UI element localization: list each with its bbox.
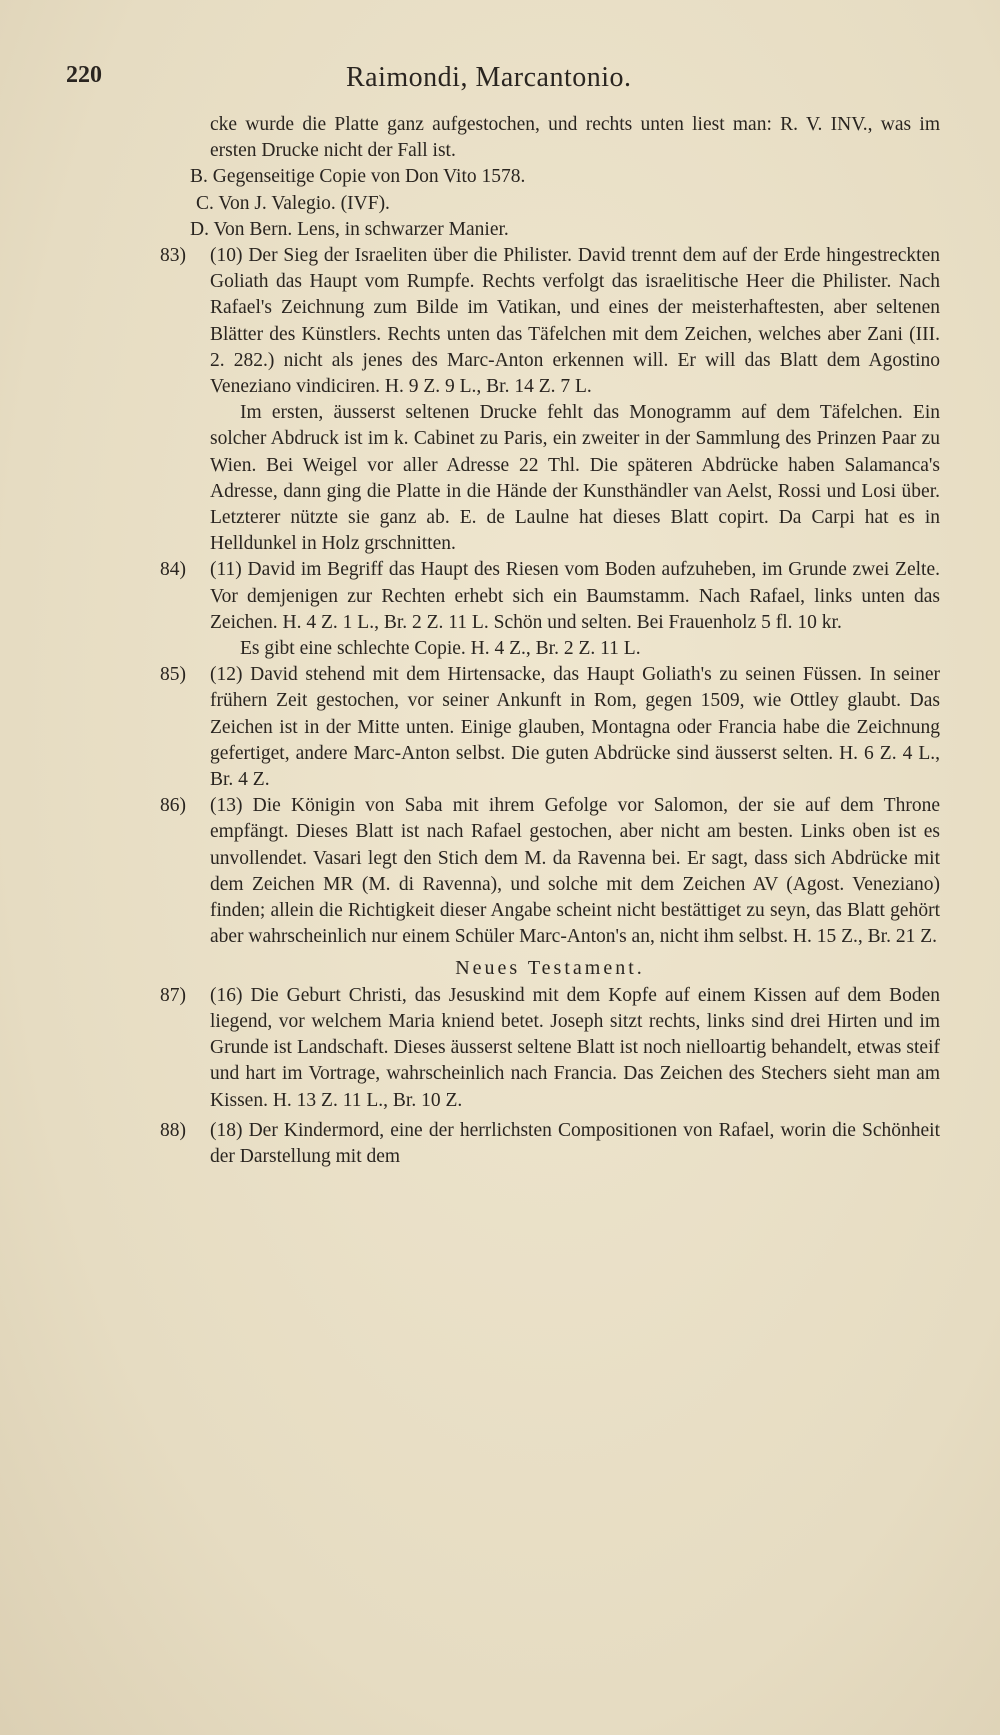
entry-paragraph: (11) David im Begriff das Haupt des Riesen vom Boden aufzuheben, im Grunde zwei Zelte. Vor demjenigen zur Rechten erhebt sich ein Baumstamm. Nach Rafael, links unten das Zeichen. H. 4 Z. 1 L., Br. 2 Z. 11 L. Schön und selten. Bei Frauenholz 5 fl. 10 kr. xyxy=(210,559,940,633)
entry-paragraph: (10) Der Sieg der Israeliten über die Philister. David trennt dem auf der Erde hingestreckten Goliath das Haupt vom Rumpfe. Rechts verfolgt das israelitische Heer die Philister. Nach Rafael's Zeichnung zum Bilde im Vatikan, und eines der meisterhaftesten, aber seltenen Blätter des Künstlers. Rechts unten das Täfelchen mit dem Zeichen, welches aber Zani (III. 2. 282.) nicht als jenes des Marc-Anton erkennen will. Er will das Blatt dem Agostino Veneziano vindiciren. H. 9 Z. 9 L., Br. 14 Z. 7 L. xyxy=(210,245,940,398)
copy-line-b: B. Gegenseitige Copie von Don Vito 1578. xyxy=(190,166,526,188)
page-body xyxy=(160,112,940,1170)
page-header xyxy=(66,62,960,102)
entry-number: 86) xyxy=(160,795,186,817)
entry-paragraph: (13) Die Königin von Saba mit ihrem Gefolge vor Salomon, der sie auf dem Throne empfängt. Dieses Blatt ist nach Rafael gestochen, aber nicht am besten. Links oben ist es unvollendet. Vasari legt den Stich dem M. da Ravenna bei. Er sagt, dass sich Abdrücke mit dem Zeichen MR (M. di Ravenna), und solche mit dem Zeichen AV (Agost. Veneziano) finden; allein die Richtigkeit dieser Angabe scheint nicht bestättiget zu seyn, das Blatt gehört aber wahrscheinlich nur einem Schüler Marc-Anton's an, nicht ihm selbst. H. 15 Z., Br. 21 Z. xyxy=(210,795,940,948)
entry-paragraph: Es gibt eine schlechte Copie. H. 4 Z., Br. 2 Z. 11 L. xyxy=(240,638,641,660)
copy-line-d: D. Von Bern. Lens, in schwarzer Manier. xyxy=(190,218,509,240)
running-title: Raimondi, Marcantonio. xyxy=(346,62,632,93)
entry-paragraph: Im ersten, äusserst seltenen Drucke fehlt das Monogramm auf dem Täfelchen. Ein solcher Abdruck ist im k. Cabinet zu Paris, ein zweiter in der Sammlung des Prinzen Paar zu Wien. Bei Weigel vor aller Adresse 22 Thl. Die späteren Abdrücke haben Salamanca's Adresse, dann ging die Platte in die Hände der Kunsthändler van Aelst, Rossi und Losi über. Letzterer nützte sie ganz ab. E. de Laulne hat dieses Blatt copirt. Da Carpi hat es in Helldunkel in Holz grschnitten. xyxy=(210,402,940,555)
catalog-entry-86 xyxy=(160,793,940,950)
entry-number: 83) xyxy=(160,245,186,267)
entry-number: 87) xyxy=(160,984,186,1006)
entry-number: 85) xyxy=(160,664,186,686)
copy-line-c: C. Von J. Valegio. (IVF). xyxy=(196,192,390,214)
entry-paragraph: (16) Die Geburt Christi, das Jesuskind mit dem Kopfe auf einem Kissen auf dem Boden liegend, vor welchem Maria kniend betet. Joseph sitzt rechts, links sind drei Hirten und im Grunde ist Landschaft. Dieses äusserst seltene Blatt ist noch nielloartig behandelt, etwas steif und hart im Vortrage, wahrscheinlich nach Francia. Das Zeichen des Stechers sieht man am Kissen. H. 13 Z. 11 L., Br. 10 Z. xyxy=(210,984,940,1111)
section-heading: Neues Testament. xyxy=(455,956,645,979)
catalog-entry-88 xyxy=(160,1118,940,1170)
catalog-entry-87 xyxy=(160,983,940,1114)
entry-paragraph: (18) Der Kindermord, eine der herrlichsten Compositionen von Rafael, worin die Schönheit der Darstellung mit dem xyxy=(210,1119,940,1167)
catalog-entry-83 xyxy=(160,243,940,557)
entry-number: 88) xyxy=(160,1119,186,1141)
catalog-entry-85 xyxy=(160,662,940,793)
catalog-entry-84 xyxy=(160,557,940,662)
continuation-paragraph: cke wurde die Platte ganz aufgestochen, und rechts unten liest man: R. V. INV., was im ersten Drucke nicht der Fall ist. xyxy=(210,114,940,162)
entry-paragraph: (12) David stehend mit dem Hirtensacke, das Haupt Goliath's zu seinen Füssen. In seiner frühern Zeit gestochen, vor seiner Ankunft in Rom, gegen 1509, wie Ottley glaubt. Das Zeichen ist in der Mitte unten. Einige glauben, Montagna oder Francia habe die Zeichnung gefertiget, andere Marc-Anton selbst. Die guten Abdrücke sind äusserst selten. H. 6 Z. 4 L., Br. 4 Z. xyxy=(210,664,940,791)
entry-number: 84) xyxy=(160,559,186,581)
page-number: 220 xyxy=(66,62,102,88)
